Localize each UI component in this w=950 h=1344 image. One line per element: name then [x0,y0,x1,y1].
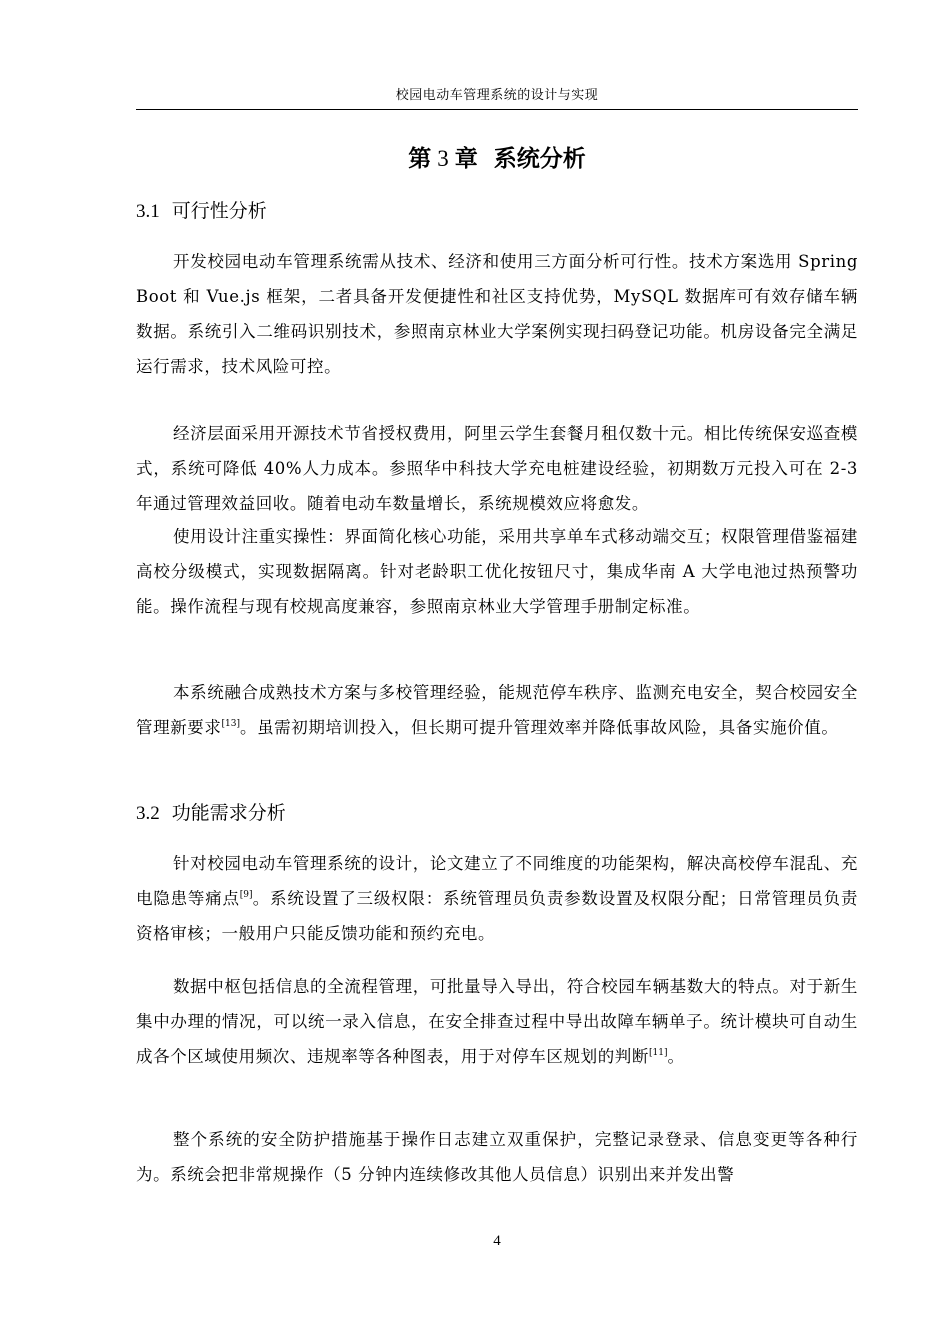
paragraph [136,519,858,624]
paragraph-text: 使用设计注重实操性：界面简化核心功能，采用共享单车式移动端交互；权限管理借鉴福建高校分级模式，实现数据隔离。针对老龄职工优化按钮尺寸，集成华南 A 大学电池过热预警功能。操作流程与现有校规高度兼容，参照南京林业大学管理手册制定标准。 [136,527,858,616]
section-heading-3-1 [136,196,858,227]
paragraph-text: 本系统融合成熟技术方案与多校管理经验，能规范停车秩序、监测充电安全，契合校园安全管理新要求 [136,683,858,737]
chapter-prefix: 第 [408,146,432,172]
paragraph: 经济层面采用开源技术节省授权费用，阿里云学生套餐月租仅数十元。相比传统保安巡查模式，系统可降低 40%人力成本。参照华中科技大学充电桩建设经验，初期数万元投入可在 2-3 年通过管理效益回收。随着电动车数量增长，系统规模效应将愈发。 [136,424,858,513]
section-title: 可行性分析 [171,200,267,222]
chapter-suffix: 章 [454,146,478,172]
paragraph: 整个系统的安全防护措施基于操作日志建立双重保护，完整记录登录、信息变更等各种行为。系统会把非常规操作（5 分钟内连续修改其他人员信息）识别出来并发出警 [136,1130,858,1184]
section-heading-3-2 [136,798,858,829]
paragraph [136,969,858,1074]
chapter-title [136,142,858,176]
chapter-number: 3 [437,146,449,171]
citation: [13] [221,719,240,729]
running-header: 校园电动车管理系统的设计与实现 [395,88,599,103]
paragraph-text: 数据中枢包括信息的全流程管理，可批量导入导出，符合校园车辆基数大的特点。对于新生集中办理的情况，可以统一录入信息，在安全排查过程中导出故障车辆单子。统计模块可自动生成各个区域使用频次、违规率等各种图表，用于对停车区规划的判断 [136,977,858,1066]
paragraph-text-cont: 。系统设置了三级权限：系统管理员负责参数设置及权限分配；日常管理员负责资格审核；一般用户只能反馈功能和预约充电。 [136,889,858,943]
paragraph-text-cont: 。虽需初期培训投入，但长期可提升管理效率并降低事故风险，具备实施价值。 [239,718,839,737]
header-rule [136,109,858,110]
paragraph [136,846,858,951]
chapter-name: 系统分析 [493,146,586,172]
citation: [11] [649,1048,668,1058]
paragraph-text: 针对校园电动车管理系统的设计，论文建立了不同维度的功能架构，解决高校停车混乱、充电隐患等痛点 [136,854,858,908]
section-title: 功能需求分析 [171,802,286,824]
section-number: 3.2 [136,803,160,824]
page-number: 4 [493,1233,501,1249]
paragraph: 开发校园电动车管理系统需从技术、经济和使用三方面分析可行性。技术方案选用 Spring Boot 和 Vue.js 框架，二者具备开发便捷性和社区支持优势，MySQL 数据库可有效存储车辆数据。系统引入二维码识别技术，参照南京林业大学案例实现扫码登记功能。机房设备完全满足运行需求，技术风险可控。 [136,252,858,376]
section-number: 3.1 [136,201,160,222]
paragraph-text-cont: 。 [667,1047,685,1066]
paragraph [136,675,858,745]
citation: [9] [239,890,253,900]
